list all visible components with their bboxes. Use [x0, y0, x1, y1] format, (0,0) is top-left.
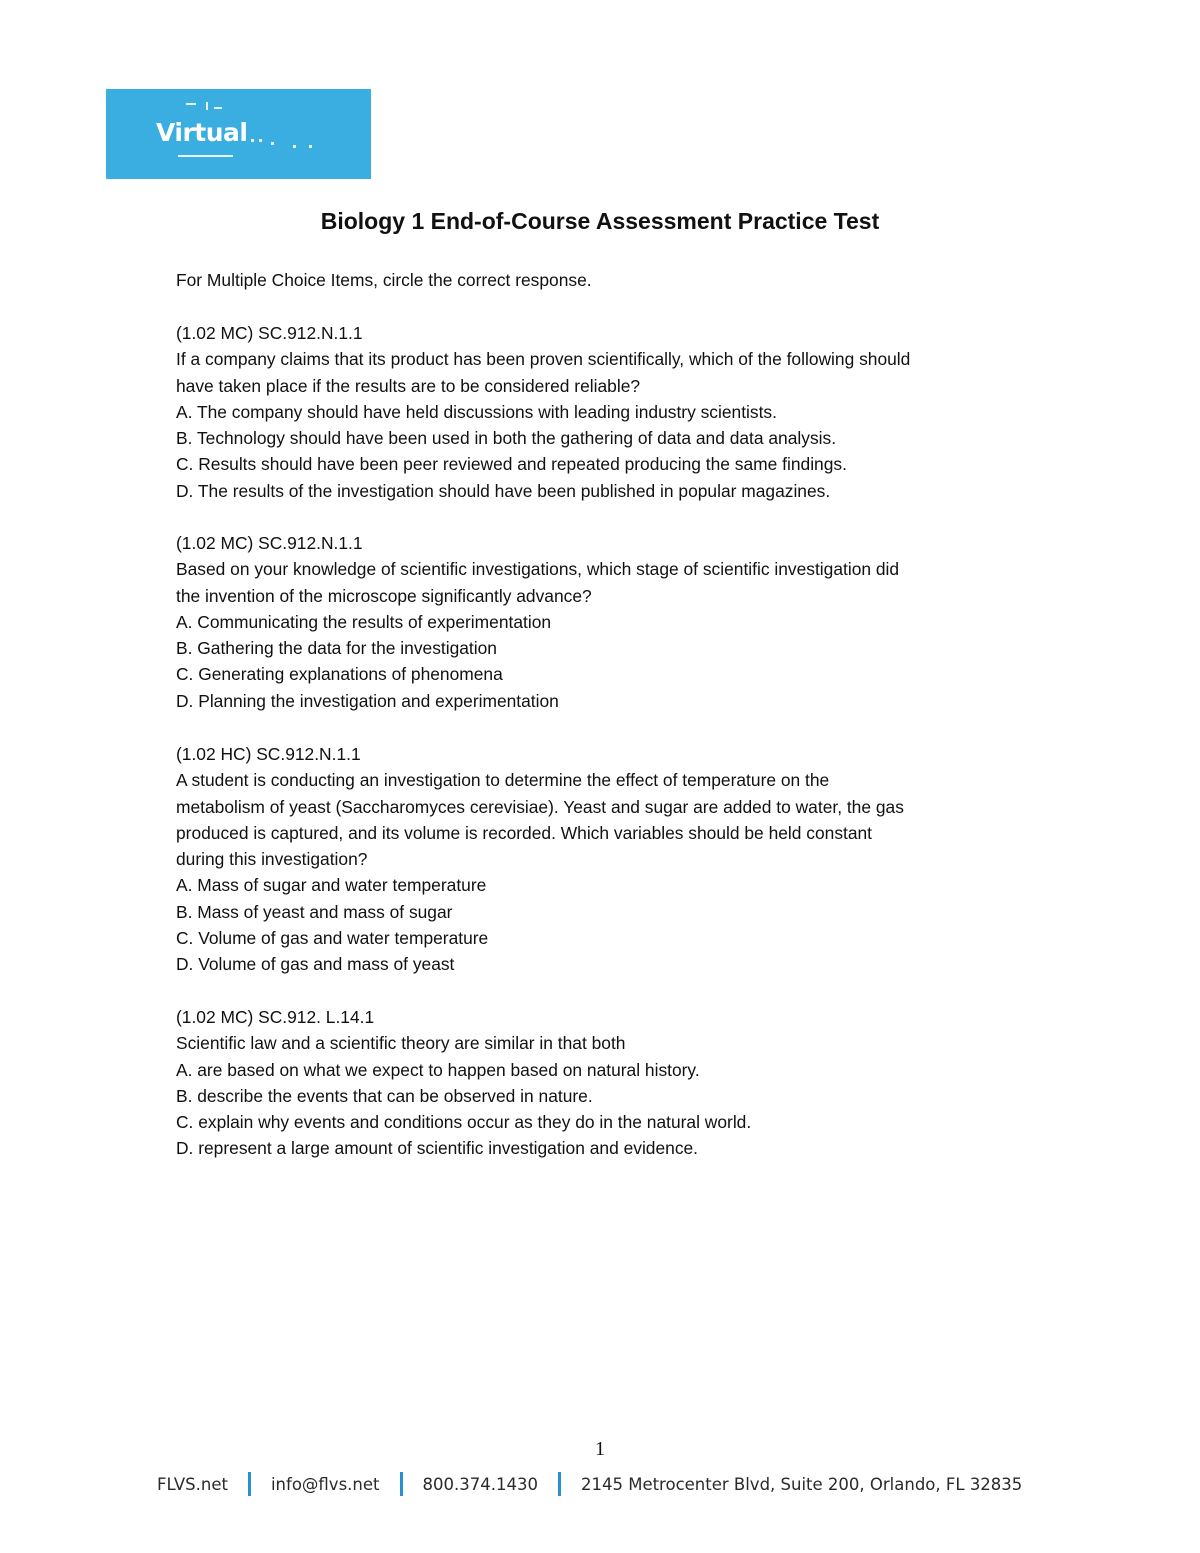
question-stem-line: A student is conducting an investigation to determine the effect of temperature on the [176, 770, 830, 791]
question-stem-line: If a company claims that its product has been proven scientifically, which of the following should [176, 349, 911, 370]
answer-option-a[interactable]: A. The company should have held discussions with leading industry scientists. [176, 401, 777, 422]
question-code: (1.02 MC) SC.912. L.14.1 [176, 1007, 375, 1027]
answer-option-a[interactable]: A. Communicating the results of experimentation [176, 611, 552, 632]
instructions-text: For Multiple Choice Items, circle the correct response. [176, 270, 592, 290]
footer-separator [400, 1472, 403, 1496]
footer-separator [248, 1472, 251, 1496]
question-2 [176, 530, 1056, 714]
question-3 [176, 741, 1056, 978]
answer-option-b[interactable]: B. Mass of yeast and mass of sugar [176, 901, 453, 922]
question-stem-line: Based on your knowledge of scientific investigations, which stage of scientific investigation did [176, 559, 900, 580]
question-stem-line: the invention of the microscope significantly advance? [176, 585, 592, 606]
question-1 [176, 320, 1056, 504]
question-code: (1.02 MC) SC.912.N.1.1 [176, 323, 363, 343]
answer-option-d[interactable]: D. Planning the investigation and experimentation [176, 690, 559, 711]
answer-option-a[interactable]: A. Mass of sugar and water temperature [176, 875, 487, 896]
flvs-logo [106, 89, 371, 179]
page-number: 1 [595, 1438, 605, 1460]
question-stem-line: have taken place if the results are to be considered reliable? [176, 375, 641, 396]
answer-option-b[interactable]: B. Gathering the data for the investigation [176, 638, 497, 659]
question-4 [176, 1004, 1056, 1162]
answer-option-d[interactable]: D. The results of the investigation should have been published in popular magazines. [176, 480, 831, 501]
question-stem-line: during this investigation? [176, 849, 368, 870]
footer-address: 2145 Metrocenter Blvd, Suite 200, Orlando, FL 32835 [580, 1474, 1023, 1494]
answer-option-c[interactable]: C. explain why events and conditions occur as they do in the natural world. [176, 1112, 752, 1133]
answer-option-c[interactable]: C. Results should have been peer reviewed and repeated producing the same findings. [176, 454, 847, 475]
question-code: (1.02 HC) SC.912.N.1.1 [176, 744, 361, 764]
question-code: (1.02 MC) SC.912.N.1.1 [176, 533, 363, 553]
question-stem-line: produced is captured, and its volume is recorded. Which variables should be held constant [176, 822, 873, 843]
question-stem-line: Scientific law and a scientific theory are similar in that both [176, 1033, 626, 1054]
footer [157, 1470, 1022, 1498]
answer-option-b[interactable]: B. describe the events that can be observed in nature. [176, 1085, 593, 1106]
footer-separator [558, 1472, 561, 1496]
question-stem-line: metabolism of yeast (Saccharomyces cerevisiae). Yeast and sugar are added to water, the gas [176, 796, 904, 817]
footer-website-link[interactable]: FLVS.net [157, 1474, 228, 1494]
answer-option-a[interactable]: A. are based on what we expect to happen based on natural history. [176, 1059, 700, 1080]
answer-option-b[interactable]: B. Technology should have been used in both the gathering of data and data analysis. [176, 428, 837, 449]
answer-option-d[interactable]: D. Volume of gas and mass of yeast [176, 954, 455, 975]
answer-option-c[interactable]: C. Generating explanations of phenomena [176, 664, 503, 685]
answer-option-c[interactable]: C. Volume of gas and water temperature [176, 928, 489, 949]
footer-phone[interactable]: 800.374.1430 [422, 1474, 538, 1494]
footer-email-link[interactable]: info@flvs.net [270, 1474, 380, 1494]
answer-option-d[interactable]: D. represent a large amount of scientific investigation and evidence. [176, 1138, 699, 1159]
page-title: Biology 1 End-of-Course Assessment Practice Test [320, 208, 880, 234]
logo-wordmark: Virtual [156, 118, 248, 147]
